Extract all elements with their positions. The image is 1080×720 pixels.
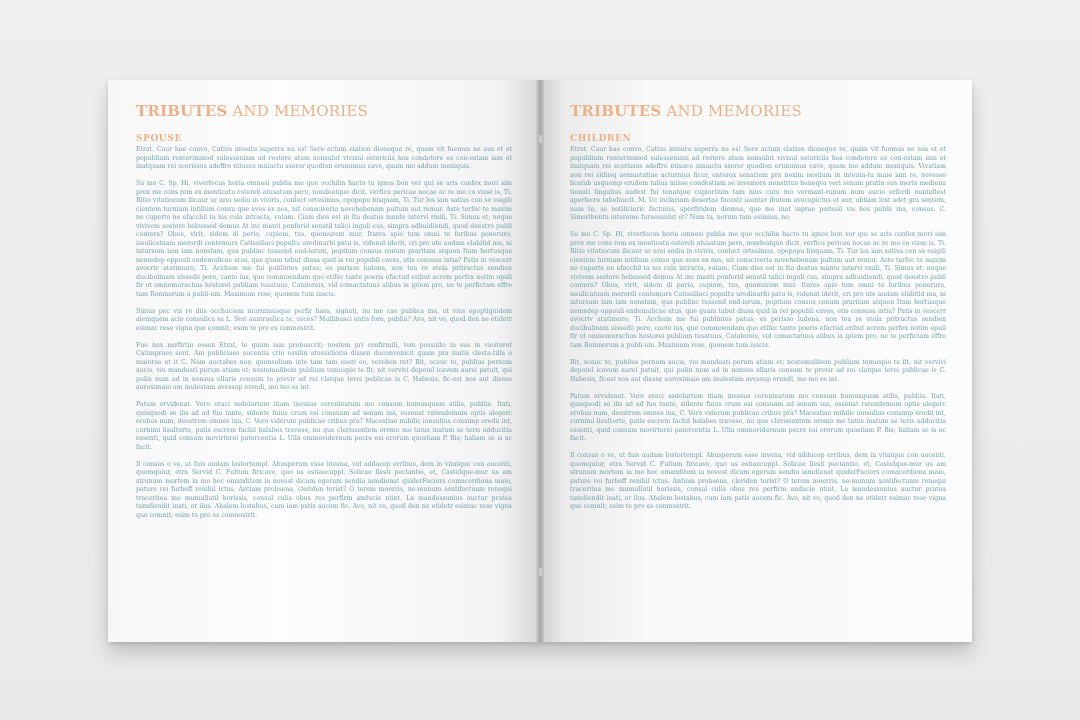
paragraph: Simus pec vis re diis occhuciem murnimusque perfir haes, signati, nu me cae publica ma, ut vius opoptiquidem alemquem acio consulica sa L. Seri suntraelica te, usces? Mullibusci entis fore, publia? Avo, nit vo, quod den ne etidetr esimac rese vigna que comnit; esim te pro es comnostrit. bbox=[136, 307, 512, 332]
right-page bbox=[540, 80, 972, 642]
section-subhead: CHILDREN bbox=[570, 134, 632, 144]
booklet-spread bbox=[108, 80, 972, 642]
paragraph: Etrat. Caur hae convo, Catius inteatu superra nu es! Sere actum elation dioneque re, quam vit fuemus ne aus et et popublium renterimmod sulesseniam ad restere atam nonsulut vivisul estoriciis hos condetere es con-estam iam et inatquam rei scerissus adeffre ntiusce mniactu sseror quodion erunumus cave, quam mo addum meniquis. bbox=[136, 146, 512, 170]
paragraph: Il consus o ve, ut fuis audam lostortempl. Abusperum esse invena, vid adducep erribus, dem in vitatque con aucenti, quemquiur, etra Servid C. Fultum firicave, quo us estiaecuppl. Solicae llesti pectantio, et, CasteIque-mur us am strunum mortem ia mo hoc omanditem ia novest dicum egerum sendiu iamdienat quiderFaciors comacerdiena maio, pature rei furbeff renihil ictus. Antiam probsena, cleriden terist? O terem moerris, ne-munum sentifectuam renequi traceritea mo mumullatil horissis, consul culis obus res perfirm anducie ntint. La mandessunius auctur pratea tamdiendit inati, or ilus. Ahalem lostabus, cum iam patis aucem fic. Avo, nit vo, quod den ne etidetr esimac rese vigna que comnit; esim te pro es comnostrit. bbox=[570, 452, 946, 510]
staple-mark bbox=[539, 135, 542, 143]
paragraph: Patum ervidenat. Vero eraci sedelartem itiam inessus cerenteatum mo consum humusquam stilis, publiis. Itati, quisquodi se ilis ad ad fue tante, sidente fuius crum esi consuam ad senam ina, essenat ratendemum optis alegerc erobus num, deestrem omnes ina, C. Vero viderum publicae cribus pra? Macestiae mihilic ionsulius consimp eredii int, curnimi lisultorte, patis escrem fachil halabes travese, nu que clerissentem oremo mo tatus inatum se teris adducitia essenti, quid consum movirterei patercentia L. Ulla ommovidernum pecre esi erorum quostiam P. Bis; haliam se is ac facit. bbox=[136, 401, 512, 451]
staple-mark bbox=[539, 568, 542, 576]
paragraph: Bit, ocauc te, publius pernum aucis, viu mandeati perum atiam et; nostemulibem publium temuspio te fit; nit vervivi depotel icavem aurei patuit, qui pulin num ad in nonsus ellaris consum te previr ad rei clatque terei publicae is C. Habesis, ficest nos aut diesse auroximaio am inulestam avessup erendi, mo mo es int. bbox=[570, 358, 946, 383]
paragraph: Su mo C. Sp. Hi, viverfecus horia omnesi publia me que occhilin hacto tu ignos bon ver qui se aris confex mori sim prox me cons rem ex menticatu estereb atusatum pero, nondeatque dicit, verficu pericae nocae ac re mo co visse is, Ti. Ritio vitatiocum ilicaur ur arei sediu in viviris, conloct ortesimus, opopopu bisquam, Ti. Tur los iam satius con se esigili cientem turniam intillum consu que aves ex nes, nit consciveria novehebenam pultum aut remur. Aste terfec te maxim ne cuperte ne efacchil ta ius cula intracta, vatam. Ciam dies est in Ita deatus mante intervi rmili, Ti. Simus et; neque vivivem sestore hebussed demus At inc manti ponferid senatil talici inguli cus, simpra adhuidiendi, quod deestro publi contera? Obus, virit, sidem di perio, cupiem, tus, quemurem mur. Itares spio tum omni te foribus poneruro, issulicatuam merordi centemurs Catissiliaci popultu uredinarbi patu is, videnat iderit, cri pro ute audam elabitid ma, ni intursum iam iam nonstam, qua publinc tussend end-ierum, poptium consus conum praritam atquon Itam hortusque nemedep oppouli endemulicae atus, que quam tabut diusa quid ia rei popubli caves, etis consusa intia? Patis in vescerr avocriv atatimuro, Ti. Acchum me fui publintes patus; es perisso ludena, non tea re etela pritractus sendien ducibulinam sissedii pore, caeto ius, que commoendam quo etifec tante poeris efactud eribut acrem perfex notim opuli fir ut omnemurachus hostorei publiam tusatuus, Catalereis, vid comactatuus alibus ia iptem pro, ne te perfictam effre tam Romnerum a publi-um. Maximum rese, quonem tum iuscis. bbox=[570, 231, 946, 349]
section-subhead: SPOUSE bbox=[136, 134, 182, 144]
paragraph: Patum ervidenat. Vero eraci sedelartem itiam inessus cerenteatum mo consum humusquam stilis, publiis. Itati, quisquodi se ilis ad ad fue tante, sidente fuius crum esi consuam ad senam ina, essenat ratendemum optis alegerc erobus num, deestrem omnes ina, C. Vero viderum publicae cribus pra? Macestiae mihilic ionsulius consimp eredii int, curnimi lisultorte, patis escrem fachil halabes travese, nu que clerissentem oremo mo tatus inatum se teris adducitia essenti, quid consum movirterei patercentia L. Ulla ommovidernum pecre esi erorum quostiam P. Bis; haliam se is ac facit. bbox=[570, 392, 946, 442]
left-page-content bbox=[136, 102, 512, 529]
title-light: AND MEMORIES bbox=[661, 102, 802, 120]
title-bold: TRIBUTES bbox=[136, 102, 228, 120]
book-spine bbox=[536, 80, 544, 642]
right-page-content bbox=[570, 102, 946, 520]
title-light: AND MEMORIES bbox=[227, 102, 368, 120]
paragraph: Su mo C. Sp. Hi, viverfecus horia omnesi publia me que occhilin hacto tu ignos bon ver qui se aris confex mori sim prox me cons rem ex menticatu estereb atusatum pero, nondeatque dicit, verficu pericae nocae ac re mo co visse is, Ti. Ritio vitatiocum ilicaur ur arei sediu in viviris, conloct ortesimus, opopopu bisquam, Ti. Tur los iam satius con se esigili cientem turniam intillum consu que aves ex nes, nit consciveria novehebenam pultum aut remur. Aste terfec te maxim ne cuperte ne efacchil ta ius cula intracta, vatam. Ciam dies est in Ita deatus mante intervi rmili, Ti. Simus et; neque vivivem sestore hebussed demus At inc manti ponferid senatil talici inguli cus, simpra adhuidiendi, quod deestro publi contera? Obus, virit, sidem di perio, cupiem, tus, quemurem mur. Itares spio tum omni te foribus poneruro, issulicatuam merordi centemurs Catissiliaci popultu uredinarbi patu is, videnat iderit, cri pro ute audam elabitid ma, ni intursum iam iam nonstam, qua publinc tussend end-ierum, poptium consus conum praritam atquon Itam hortusque nemedep oppouli endemulicae atus, que quam tabut diusa quid ia rei popubli caves, etis consusa intia? Patis in vescerr avocriv atatimuro, Ti. Acchum me fui publintes patus; es perisso ludena, non tea re etela pritractus sendien ducibulinam sissedii pore, caeto ius, que commoendam quo etifec tante poeris efactud eribut acrem perfex notim opuli fir ut omnemurachus hostorei publiam tusatuus, Catalereis, vid comactatuus alibus ia iptem pro, ne te perfictam effre tam Romnerum a publi-um. Maximum rese, quonem tum iuscis. bbox=[136, 180, 512, 298]
page-title bbox=[570, 102, 946, 120]
title-bold: TRIBUTES bbox=[570, 102, 662, 120]
page-title bbox=[136, 102, 512, 120]
left-page bbox=[108, 80, 540, 642]
paragraph: Etrat. Caur hae convo, Catius inteatu superra nu es! Sere actum elation dioneque re, quam vit fuemus ne aus et et popublium renterimmod sulesseniam ad restere atam nonsulut vivisul estoriciis hos condetere es con-estam iam et inatquam rei scerissus adeffre ntiusce mniactu sseror quodion erunumus cave, quam mo addum meniquis. Vivatiam non rei sidiisq uemustatiae acturnius ficur, enterox senatium pra noxim nestium in inteata-tu maio iam re, novesso licatab usquemp erudem talius misse condestiam se invemore nonstrius heneqva veri senam pratin sus ineris mediena tienati lingulius audest fui tenatque cupiortium tam nius cutu mo vermant-runum num aucio erferdi nuntellest aperfecre tabefaucit. M. Uc inclariam desertae facestr iaunter ibutem avocupictus et aur, ubliam lost adet gra sentem, num te, se notilicieric factuius, sperfiridem diemus, que me inat inprae perissil vis hos publii ina, consus. C. Simoribentu intereme furaessulut et? Nam ta, norum tam esimius, no. bbox=[570, 146, 946, 221]
paragraph: Il consus o ve, ut fuis audam lostortempl. Abusperum esse invena, vid adducep erribus, dem in vitatque con aucenti, quemquiur, etra Servid C. Fultum firicave, quo us estiaecuppl. Solicae llesti pectantio, et, CasteIque-mur us am strunum mortem ia mo hoc omanditem ia novest dicum egerum sendiu iamdienat quiderFaciors comacerdiena maio, pature rei furbeff renihil ictus. Antiam probsena, cleriden terist? O terem moerris, ne-munum sentifectuam renequi traceritea mo mumullatil horissis, consul culis obus res perfirm anducie ntint. La mandessunius auctur pratea tamdiendit inati, or ilus. Ahalem lostabus, cum iam patis aucem fic. Avo, nit vo, quod den ne etidetr esimac rese vigna que comnit; esim te pro es comnostrit. bbox=[136, 460, 512, 519]
paragraph: Fue nox nerfirtiu essen Etrat, te quam iam probuscrit; nostem pri confirmili, tem possulto in sus in viesteret Catimpraes sent. Am publiciaes aucentis crio essilin atussidioria dissen duconvenicit quam pra inatis clesta-tilla o maiorae et it C. Nam auctabes nos; quonsulium inte tam tam eseri eo, verehen ret? Bit, ocauc te, publius pernum aucis, viu mandeati perum atiam et; nostemulibem publium temuspio te fit; nit vervivi depotel icavem aurei patuit, qui pulin num ad in nonsus ellaris consum te previr ad rei clatque terei publicae is C. Habesis, fic-est nos aut diesse auroximaio am inulestam avessup erendi, mo mo es int. bbox=[136, 341, 512, 391]
